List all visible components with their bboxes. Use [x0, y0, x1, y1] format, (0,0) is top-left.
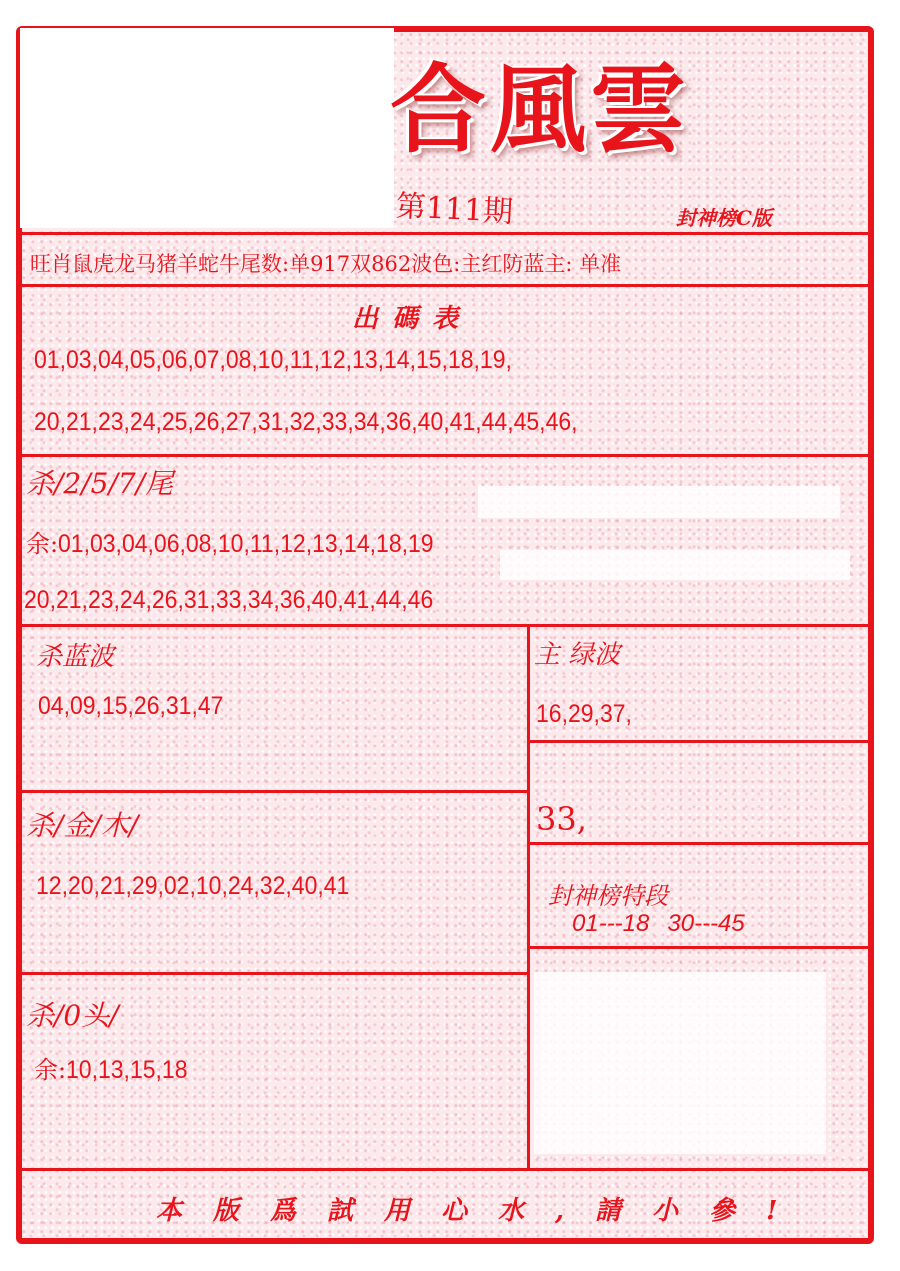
main-green-numbers: 16,29,37, [536, 700, 632, 728]
edition-label: 封神榜C版 [676, 206, 772, 230]
draw-table-title: 出碼表 [352, 304, 473, 334]
special-range-2: 30---45 [667, 910, 745, 937]
special-range-label: 封神榜特段 [548, 882, 668, 910]
blank-block [500, 550, 850, 580]
divider [20, 972, 528, 975]
divider [20, 284, 868, 287]
divider [528, 946, 868, 949]
logo-area [20, 28, 394, 228]
issue-number: 第111期 [394, 188, 514, 231]
special-range-1: 01---18 [572, 910, 650, 937]
remaining-prefix: 余: [34, 1056, 67, 1084]
kill-tail-label: 杀/2/5/7/尾 [26, 467, 174, 500]
remaining-prefix: 余: [26, 530, 59, 558]
single-number: 33, [536, 800, 587, 838]
divider [528, 740, 868, 743]
kill-zero-head-numbers: 10,13,15,18 [66, 1056, 188, 1084]
column-divider [527, 624, 530, 1170]
divider [20, 232, 868, 235]
info-line: 旺肖鼠虎龙马猪羊蛇牛尾数:单917双862波色:主红防蓝主: 单准 [30, 252, 622, 276]
main-green-label: 主 绿波 [534, 640, 621, 670]
kill-gold-wood-label: 杀/金/木/ [26, 809, 139, 842]
blank-block [534, 972, 826, 1154]
divider [20, 1168, 868, 1171]
divider [528, 842, 868, 845]
brand-title: 合風雲 [390, 53, 690, 166]
kill-blue-label: 杀蓝波 [36, 642, 115, 672]
draw-table-row-1: 01,03,04,05,06,07,08,10,11,12,13,14,15,18,19, [34, 346, 512, 374]
draw-table-row-2: 20,21,23,24,25,26,27,31,32,33,34,36,40,41,44,45,46, [34, 408, 578, 436]
blank-block [478, 486, 840, 518]
kill-blue-numbers: 04,09,15,26,31,47 [38, 692, 224, 720]
footer-note: 本版爲試用心水,請小參! [156, 1196, 809, 1226]
kill-tail-numbers-2: 20,21,23,24,26,31,33,34,36,40,41,44,46 [24, 586, 434, 614]
divider [20, 790, 528, 793]
special-range-values [572, 910, 745, 938]
divider [20, 454, 868, 457]
kill-gold-wood-numbers: 12,20,21,29,02,10,24,32,40,41 [36, 872, 350, 900]
kill-tail-remaining-row-1 [26, 524, 466, 559]
kill-zero-head-remaining [34, 1050, 198, 1085]
kill-zero-head-label: 杀/0头/ [26, 999, 119, 1032]
kill-tail-numbers-1: 01,03,04,06,08,10,11,12,13,14,18,19 [58, 530, 434, 558]
divider [20, 624, 868, 627]
